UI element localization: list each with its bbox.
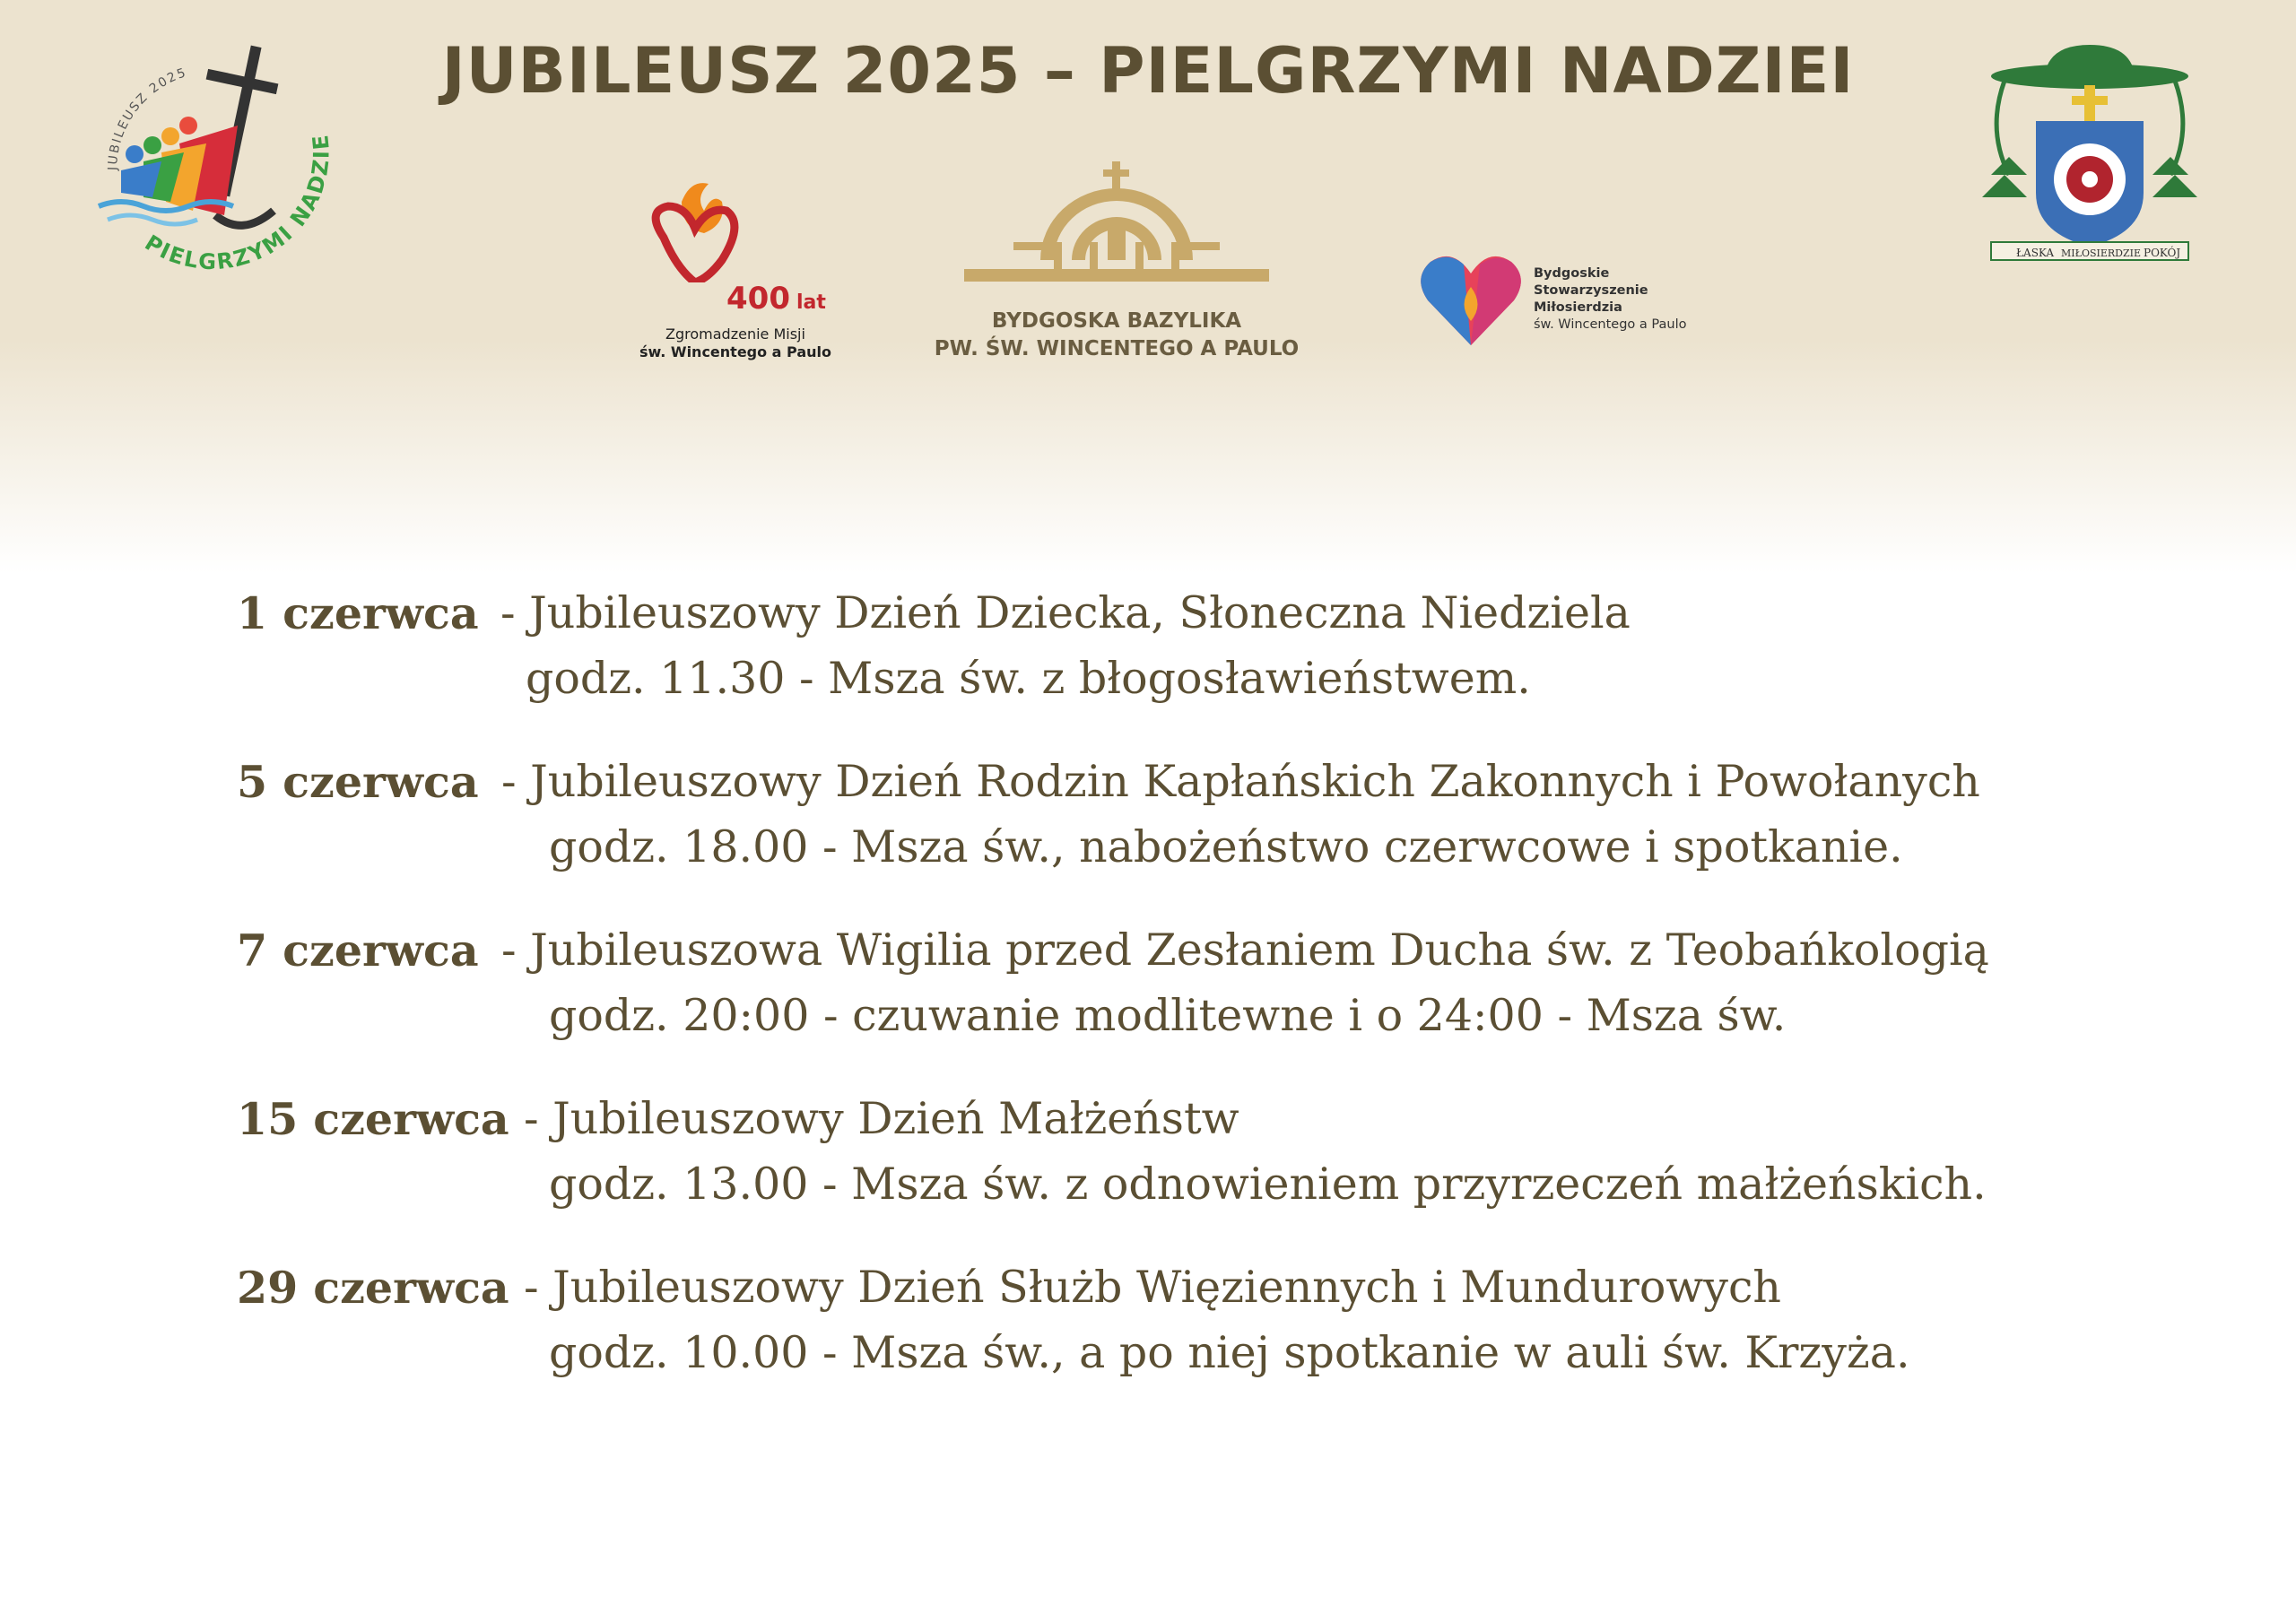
flame-heart-logo-icon <box>628 175 843 282</box>
event-date: 29 czerwca <box>237 1262 509 1314</box>
bishop-crest-icon <box>1982 40 2197 282</box>
congregation-400-logo <box>628 175 843 363</box>
association-text <box>1534 265 1686 334</box>
motto-word-2: MIŁOSIERDZIE <box>2061 247 2142 259</box>
association-line4: św. Wincentego a Paulo <box>1534 317 1687 332</box>
association-logo <box>1417 251 1722 359</box>
event-date: 7 czerwca <box>237 924 479 976</box>
page-title: JUBILEUSZ 2025 – PIELGRZYMI NADZIEI <box>441 34 1855 108</box>
bishop-coat-of-arms <box>1982 40 2197 282</box>
association-line1: Bydgoskie <box>1534 266 1610 281</box>
jubilee-arc-bottom-text: PIELGRZYMI NADZIE <box>140 132 335 275</box>
basilica-logo <box>924 157 1309 372</box>
basilica-icon <box>924 157 1309 300</box>
event-detail: godz. 13.00 - Msza św. z odnowieniem przyrzeczeń małżeńskich. <box>549 1159 1987 1210</box>
basilica-line1: BYDGOSKA BAZYLIKA <box>991 309 1242 333</box>
basilica-line2: PW. ŚW. WINCENTEGO A PAULO <box>934 337 1300 360</box>
event-title: - Jubileuszowy Dzień Małżeństw <box>524 1093 1239 1144</box>
event-title: - Jubileuszowy Dzień Służb Więziennych i Mundurowych <box>524 1262 1781 1313</box>
years-unit: lat <box>796 291 826 314</box>
congregation-line2: św. Wincentego a Paulo <box>639 343 832 360</box>
event-title: - Jubileuszowa Wigilia przed Zesłaniem Ducha św. z Teobańkologią <box>501 924 1989 976</box>
event-date: 1 czerwca <box>237 587 479 639</box>
event-title: - Jubileuszowy Dzień Rodzin Kapłańskich Zakonnych i Powołanych <box>501 756 1980 807</box>
event-detail: godz. 18.00 - Msza św., nabożeństwo czerwcowe i spotkanie. <box>549 821 1903 872</box>
jubilee-2025-logo <box>81 36 350 296</box>
years-number: 400 <box>726 281 790 317</box>
association-line3: Miłosierdzia <box>1534 300 1622 315</box>
congregation-years-number <box>726 281 826 317</box>
event-detail: godz. 11.30 - Msza św. z błogosławieństwem. <box>526 653 1531 704</box>
event-detail: godz. 20:00 - czuwanie modlitewne i o 24:00 - Msza św. <box>549 990 1787 1041</box>
association-line2: Stowarzyszenie <box>1534 283 1648 298</box>
event-title: - Jubileuszowy Dzień Dziecka, Słoneczna Niedziela <box>500 587 1631 638</box>
heart-flame-logo-icon <box>1417 251 1525 350</box>
event-date: 15 czerwca <box>237 1093 509 1145</box>
jubilee-logo-graphic <box>81 36 350 296</box>
jubilee-arc-top-text: JUBILEUSZ 2025 <box>105 65 189 171</box>
congregation-line1: Zgromadzenie Misji <box>665 325 805 343</box>
motto-word-3: POKÓJ <box>2144 247 2181 259</box>
motto-word-1: ŁASKA <box>2016 247 2055 259</box>
event-date: 5 czerwca <box>237 756 479 808</box>
event-detail: godz. 10.00 - Msza św., a po niej spotkanie w auli św. Krzyża. <box>549 1327 1910 1378</box>
